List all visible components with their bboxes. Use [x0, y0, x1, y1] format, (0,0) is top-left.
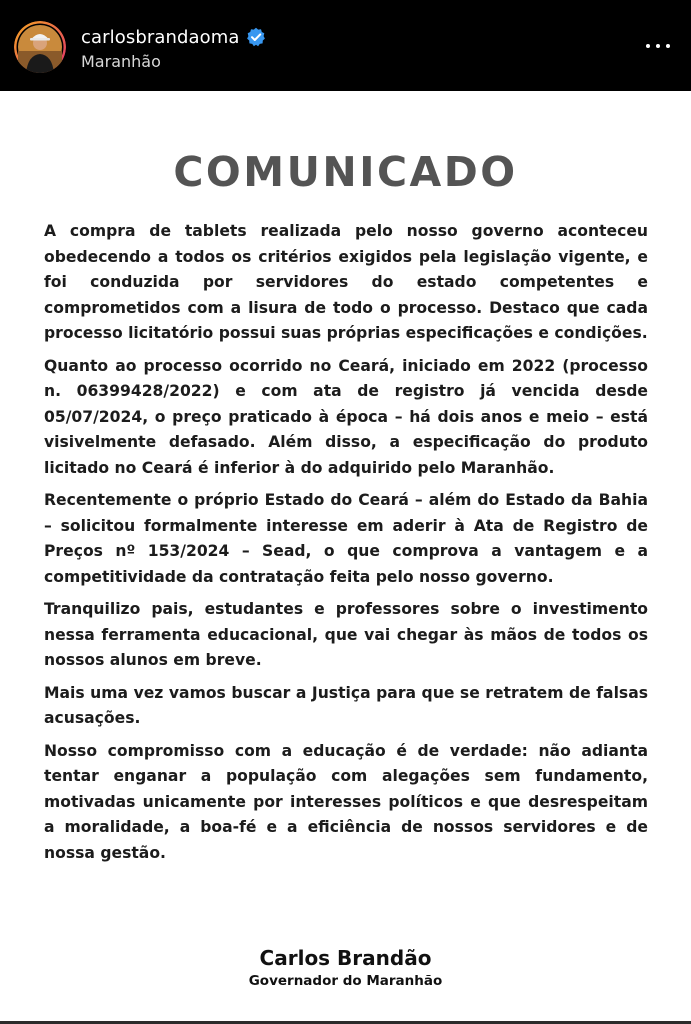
avatar[interactable] [14, 21, 66, 73]
more-dot [646, 44, 650, 48]
signature-name: Carlos Brandão [259, 946, 432, 970]
post-location[interactable]: Maranhão [81, 52, 161, 71]
paragraph: Quanto ao processo ocorrido no Ceará, iniciado em 2022 (processo n. 06399428/2022) e com ata de registro já vencida desde 05/07/2024, o preço praticado à época – há dois anos e meio – está visivelmente defasado. Além disso, a especificação do produto licitado no Ceará é inferior à do adquirido pelo Maranhão. [44, 356, 648, 477]
username[interactable]: carlosbrandaoma [81, 26, 240, 48]
paragraph: A compra de tablets realizada pelo nosso governo aconteceu obedecendo a todos os critérios exigidos pela legislação vigente, e foi conduzida por servidores do estado competentes e comprometidos com a lisura de todo o processo. Destaco que cada processo licitatório possui suas próprias especificações e condições. [44, 222, 648, 342]
more-dot [656, 44, 660, 48]
signature-role: Governador do Maranhão [248, 973, 443, 989]
paragraph: Tranquilizo pais, estudantes e professores sobre o investimento nessa ferramenta educacional, que vai chegar às mãos de todos os nossos alunos em breve. [44, 600, 648, 669]
document-body [44, 219, 648, 873]
more-options-icon[interactable] [643, 33, 673, 59]
post-header [0, 0, 691, 91]
profile-photo [14, 21, 66, 73]
more-dot [666, 44, 670, 48]
username-row [81, 24, 266, 50]
paragraph: Nosso compromisso com a educação é de verdade: não adianta tentar enganar a população com alegações sem fundamento, motivadas unicamente por interesses políticos e que desrespeitam a moralidade, a boa-fé e a eficiência de nossos servidores e de nossa gestão. [44, 741, 648, 862]
document-title: COMUNICADO [173, 148, 518, 196]
paragraph: Recentemente o próprio Estado do Ceará – além do Estado da Bahia – solicitou formalmente interesse em aderir à Ata de Registro de Preços nº 153/2024 – Sead, o que comprova a vantagem e a competitividade da contratação feita pelo nosso governo. [44, 491, 648, 586]
paragraph: Mais uma vez vamos buscar a Justiça para que se retratem de falsas acusações. [44, 683, 648, 727]
verified-badge-icon [246, 27, 266, 47]
